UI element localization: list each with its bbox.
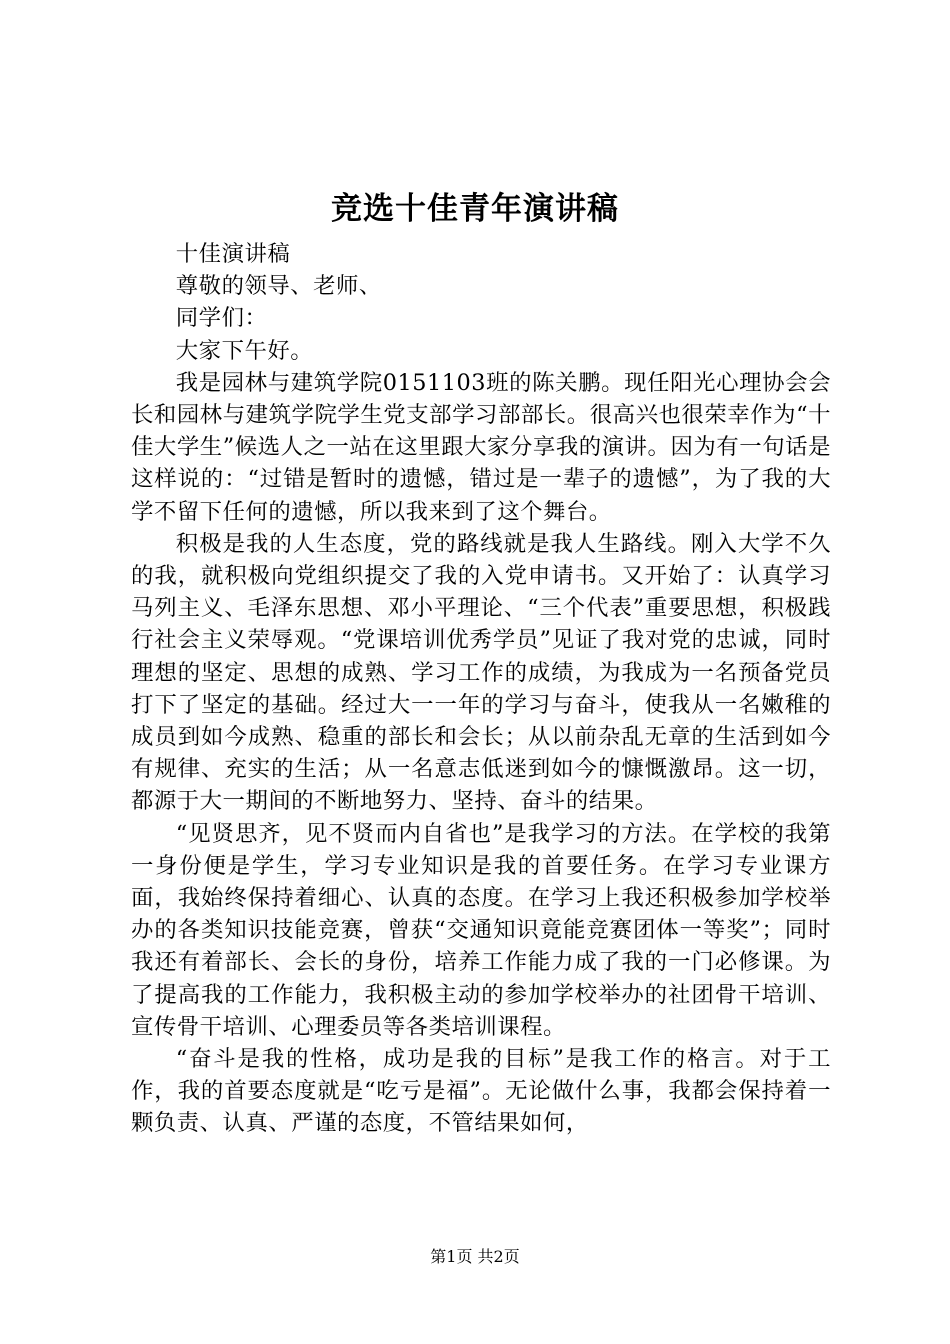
paragraph-greeting: 大家下午好。 bbox=[175, 337, 314, 364]
paragraph-introduction: 我是园林与建筑学院0151103班的陈关鹏。现任阳光心理协会会长和园林与建筑学院学生党支部学习部部长。很高兴也很荣幸作为“十佳大学生”候选人之一站在这里跟大家分享我的演讲。因为有一句话是这样说的：“过错是暂时的遗憾，错过是一辈子的遗憾”，为了我的大学不留下任何的遗憾，所以我来到了这个舞台。 bbox=[131, 369, 831, 525]
paragraph-salutation-1: 尊敬的领导、老师、 bbox=[175, 273, 382, 300]
document-body bbox=[131, 238, 831, 1140]
page-number: 第1页 共2页 bbox=[430, 1247, 520, 1266]
paragraph-study: “见贤思齐，见不贤而内自省也”是我学习的方法。在学校的我第一身份便是学生，学习专业知识是我的首要任务。在学习专业课方面，我始终保持着细心、认真的态度。在学习上我还积极参加学校举办的各类知识技能竞赛，曾获“交通知识竟能竞赛团体一等奖”；同时我还有着部长、会长的身份，培养工作能力成了我的一门必修课。为了提高我的工作能力，我积极主动的参加学校举办的社团骨干培训、宣传骨干培训、心理委员等各类培训课程。 bbox=[131, 820, 831, 1040]
paragraph-attitude: 积极是我的人生态度，党的路线就是我人生路线。刚入大学不久的我，就积极向党组织提交了我的入党申请书。又开始了：认真学习马列主义、毛泽东思想、邓小平理论、“三个代表”重要思想，积极践行社会主义荣辱观。“党课培训优秀学员”见证了我对党的忠诚，同时理想的坚定、思想的成熟、学习工作的成绩，为我成为一名预备党员打下了坚定的基础。经过大一一年的学习与奋斗，使我从一名嫩稚的成员到如今成熟、稳重的部长和会长；从以前杂乱无章的生活到如今有规律、充实的生活；从一名意志低迷到如今的慷慨激昂。这一切，都源于大一期间的不断地努力、坚持、奋斗的结果。 bbox=[131, 530, 831, 815]
paragraph-salutation-2: 同学们： bbox=[175, 305, 268, 332]
paragraph-subtitle: 十佳演讲稿 bbox=[175, 241, 291, 267]
paragraph-work: “奋斗是我的性格，成功是我的目标”是我工作的格言。对于工作，我的首要态度就是“吃亏是福”。无论做什么事，我都会保持着一颗负责、认真、严谨的态度，不管结果如何， bbox=[131, 1046, 831, 1137]
document-title: 竞选十佳青年演讲稿 bbox=[331, 191, 619, 227]
